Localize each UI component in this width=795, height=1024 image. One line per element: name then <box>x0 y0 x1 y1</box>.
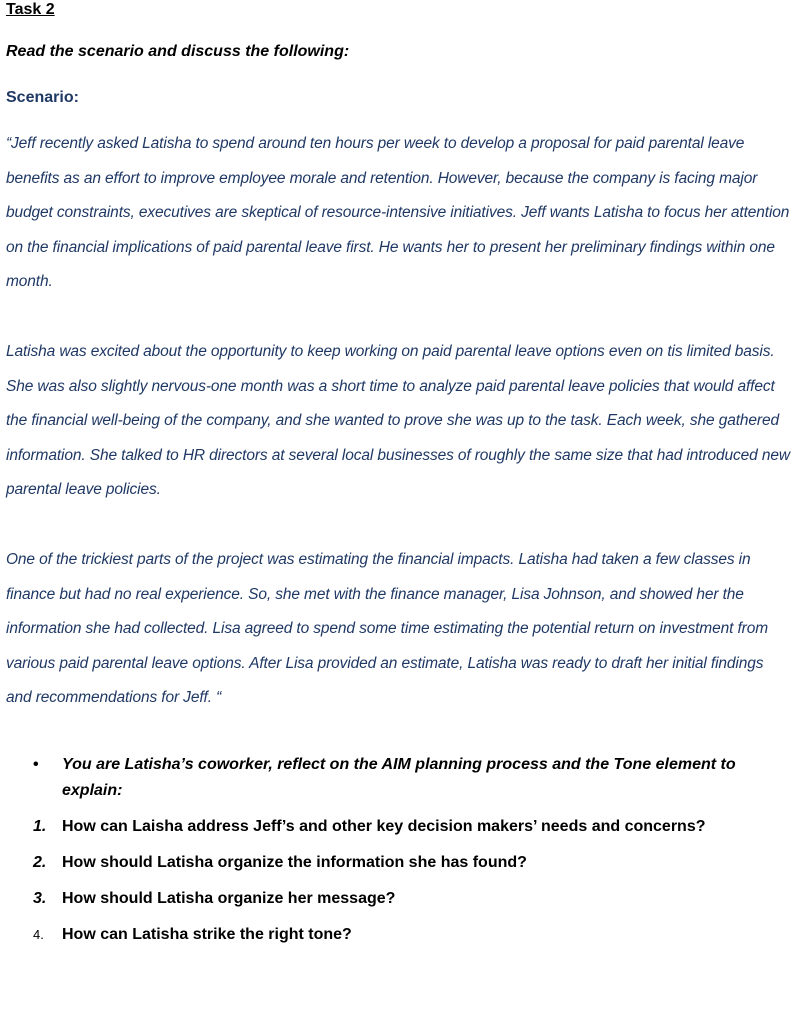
question-number: 2. <box>33 854 47 871</box>
list-item <box>0 752 762 804</box>
question-text: How should Latisha organize the information she has found? <box>62 854 527 871</box>
scenario-paragraph-2: Latisha was excited about the opportunity to keep working on paid parental leave options even on tis limited basis. She was also slightly nervous-one month was a short time to analyze paid parental leave policies that would affect the financial well-being of the company, and she wanted to prove she was up to the task. Each week, she gathered information. She talked to HR directors at several local businesses of roughly the same size that had introduced new parental leave policies. <box>6 343 790 499</box>
bullet-marker: • <box>33 756 39 773</box>
question-text: How can Laisha address Jeff’s and other key decision makers’ needs and concerns? <box>62 818 706 835</box>
question-number: 3. <box>33 890 47 907</box>
task-title: Task 2 <box>6 1 55 18</box>
task-instruction: Read the scenario and discuss the following: <box>6 43 350 60</box>
question-text: How can Latisha strike the right tone? <box>62 926 352 943</box>
scenario-label: Scenario: <box>6 89 79 106</box>
list-item <box>0 850 762 876</box>
question-text: How should Latisha organize her message? <box>62 890 396 907</box>
question-number: 1. <box>33 818 47 835</box>
question-number: 4. <box>33 927 44 942</box>
list-item <box>0 922 762 948</box>
list-item <box>0 814 762 840</box>
scenario-paragraph-1: “Jeff recently asked Latisha to spend around ten hours per week to develop a proposal for paid parental leave benefits as an effort to improve employee morale and retention. However, because the company is facing major budget constraints, executives are skeptical of resource-intensive initiatives. Jeff wants Latisha to focus her attention on the financial implications of paid parental leave first. He wants her to present her preliminary findings within one month. <box>6 135 790 291</box>
question-list <box>0 752 795 958</box>
scenario-paragraph-3: One of the trickiest parts of the project was estimating the financial impacts. Latisha had taken a few classes in finance but had no real experience. So, she met with the finance manager, Lisa Johnson, and showed her the information she had collected. Lisa agreed to spend some time estimating the potential return on investment from various paid parental leave options. After Lisa provided an estimate, Latisha was ready to draft her initial findings and recommendations for Jeff. “ <box>6 551 768 707</box>
list-item <box>0 886 762 912</box>
question-intro: You are Latisha’s coworker, reflect on the AIM planning process and the Tone element to explain: <box>62 756 736 799</box>
